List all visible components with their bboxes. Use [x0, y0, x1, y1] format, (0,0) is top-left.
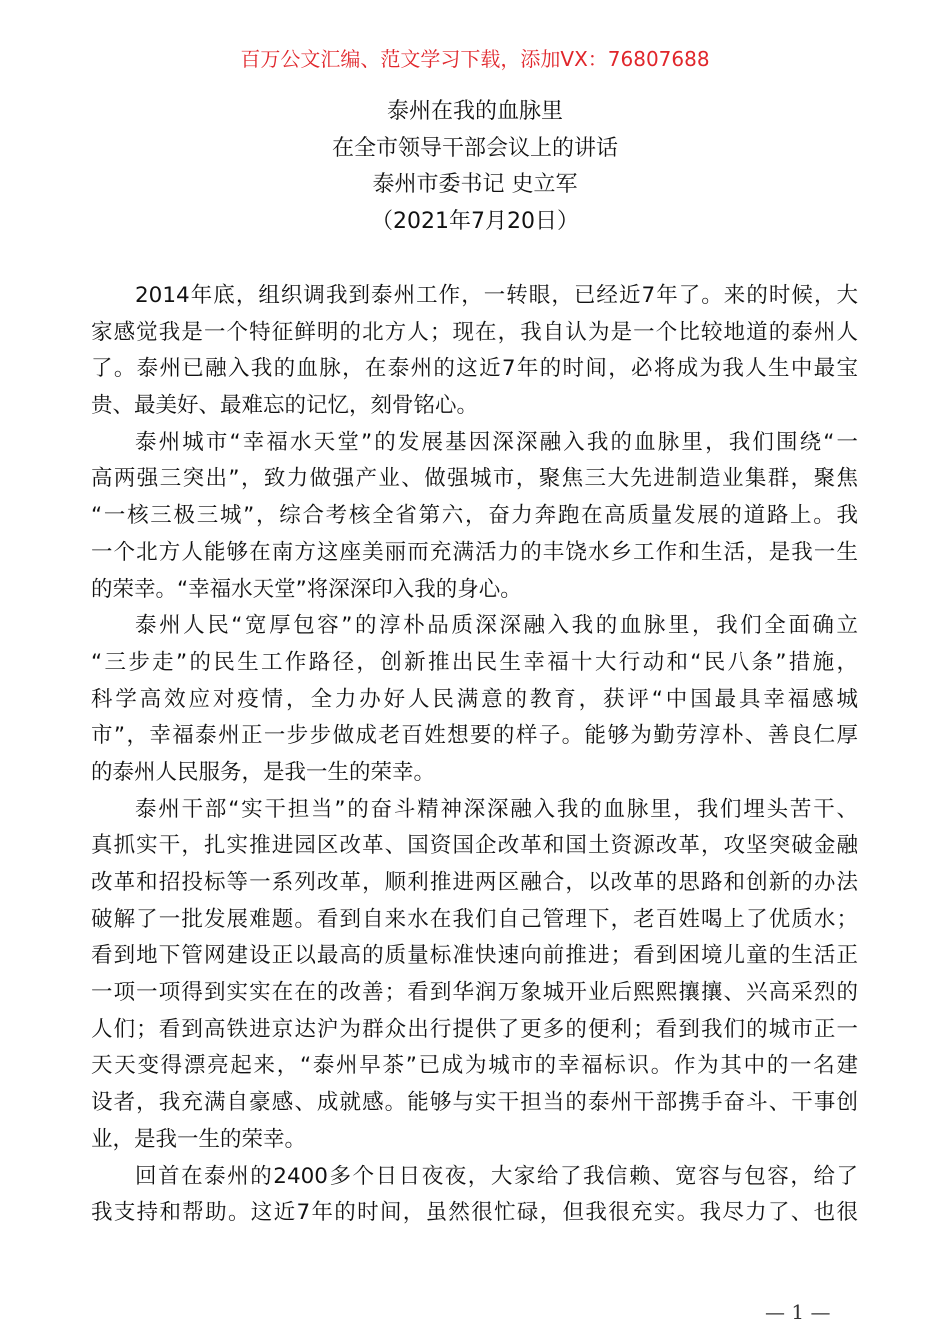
paragraph-line: 一项一项得到实实在在的改善；看到华润万象城开业后熙熙攘攘、兴高采烈的 [91, 980, 858, 1006]
paragraph-line: 我支持和帮助。这近7年的时间，虽然很忙碌，但我很充实。我尽力了、也很 [91, 1200, 858, 1226]
document-author: 泰州市委书记 史立军 [372, 172, 578, 198]
paragraph-line: “三步走”的民生工作路径，创新推出民生幸福十大行动和“民八条”措施， [91, 649, 858, 675]
paragraph-line: 泰州干部“实干担当”的奋斗精神深深融入我的血脉里，我们埋头苦干、 [135, 796, 858, 822]
paragraph-line: 贵、最美好、最难忘的记忆，刻骨铭心。 [91, 393, 479, 419]
paragraph-line: 真抓实干，扎实推进园区改革、国资国企改革和国土资源改革，攻坚突破金融 [91, 833, 858, 859]
document-title: 泰州在我的血脉里 [386, 99, 563, 124]
paragraph-line: 高两强三突出”，致力做强产业、做强城市，聚焦三大先进制造业集群，聚焦 [91, 466, 858, 492]
paragraph-line: 家感觉我是一个特征鲜明的北方人；现在，我自认为是一个比较地道的泰州人 [91, 319, 858, 345]
paragraph-line: 的泰州人民服务，是我一生的荣幸。 [91, 759, 436, 785]
paragraph-line: 看到地下管网建设正以最高的质量标准快速向前推进；看到困境儿童的生活正 [91, 943, 858, 969]
paragraph [91, 278, 858, 425]
paragraph [91, 792, 858, 1159]
paragraph-line: 破解了一批发展难题。看到自来水在我们自己管理下，老百姓喝上了优质水； [91, 906, 858, 932]
paragraph-line: 泰州城市“幸福水天堂”的发展基因深深融入我的血脉里，我们围绕“一 [135, 429, 858, 455]
document-date: （2021年7月20日） [371, 209, 579, 235]
paragraph-line: 设者，我充满自豪感、成就感。能够与实干担当的泰州干部携手奋斗、干事创 [91, 1090, 858, 1116]
paragraph-line: 一个北方人能够在南方这座美丽而充满活力的丰饶水乡工作和生活，是我一生 [91, 539, 858, 565]
paragraph-line: 改革和招投标等一系列改革，顺利推进两区融合，以改革的思路和创新的办法 [91, 870, 858, 895]
paragraph-line: 泰州人民“宽厚包容”的淳朴品质深深融入我的血脉里，我们全面确立 [135, 613, 858, 639]
paragraph-line: 人们；看到高铁进京达沪为群众出行提供了更多的便利；看到我们的城市正一 [91, 1016, 858, 1042]
paragraph [91, 425, 858, 608]
paragraph-line: 了。泰州已融入我的血脉，在泰州的这近7年的时间，必将成为我人生中最宝 [91, 356, 858, 382]
paragraph-line: 业，是我一生的荣幸。 [91, 1126, 307, 1152]
paragraph-line: 市”，幸福泰州正一步步做成老百姓想要的样子。能够为勤劳淳朴、善良仁厚 [91, 723, 858, 749]
document-body [91, 278, 858, 1232]
paragraph-line: 科学高效应对疫情，全力办好人民满意的教育，获评“中国最具幸福感城 [91, 686, 858, 712]
paragraph-line: 2014年底，组织调我到泰州工作，一转眼，已经近7年了。来的时候，大 [135, 283, 858, 308]
watermark-text: 百万公文汇编、范文学习下载，添加VX：76807688 [240, 47, 710, 71]
paragraph [91, 1159, 858, 1232]
paragraph-line: “一核三极三城”，综合考核全省第六，奋力奔跑在高质量发展的道路上。我 [91, 503, 858, 529]
document-subtitle: 在全市领导干部会议上的讲话 [331, 135, 618, 161]
paragraph-line: 的荣幸。“幸福水天堂”将深深印入我的身心。 [91, 576, 522, 602]
page-number: — 1 — [765, 1300, 831, 1324]
paragraph-line: 回首在泰州的2400多个日日夜夜，大家给了我信赖、宽容与包容，给了 [135, 1163, 858, 1189]
paragraph [91, 608, 858, 791]
document-header [0, 94, 950, 241]
paragraph-line: 天天变得漂亮起来，“泰州早茶”已成为城市的幸福标识。作为其中的一名建 [91, 1053, 858, 1079]
